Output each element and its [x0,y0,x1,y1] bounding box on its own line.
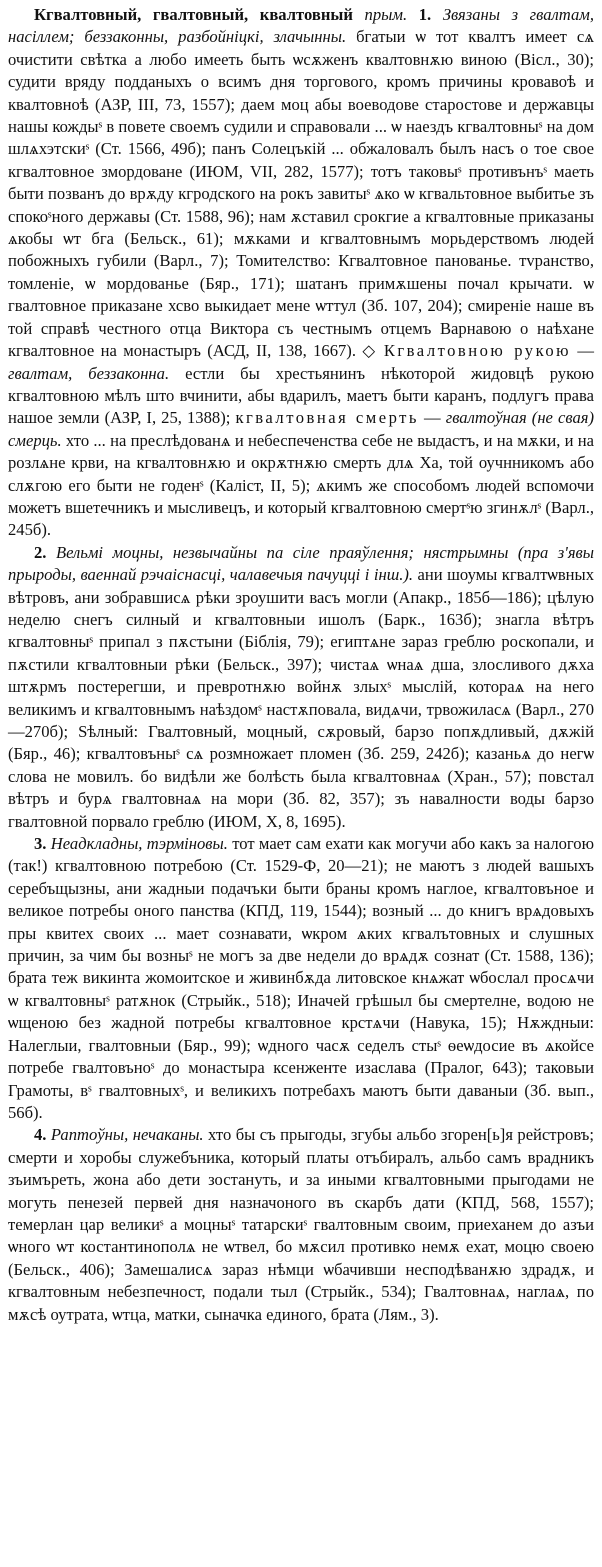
sense-number: 1. [418,5,432,24]
sense-number: 3. [34,834,47,854]
subentry-phrase: Кгвалтовною рукою [383,341,572,361]
sense-definition: Неадкладны, тэрміновы. [50,834,228,854]
sense-citations: тот мает сам ехати как могучи або какъ за налогою (так!) кгвалтовною потребою (Ст. 1529-Ф, 20—21); не маютъ з людей вашыхъ серебъщызны, ани жадныи подачъки быти браны кромъ наглое, кгвалтовъное и великое потребы оного панства (КПД, 119, 1544); возный ... до книгъ врѧдовыхъ пры квитех своих ... мает сознавати, ѡкром ѧких кгвалътовных и слушных причин, за чим бы возныˢ не могъ за две недели до врѧдѫ сознат (Ст. 1588, 136); брата теж викинта жомоитское и живинбѫда литовское кнѧжат ѡбослал просѧчи ѡ кгвалтовныˢ ратѫнок (Стрыйк., 518); Иначей грѣшыл бы смертелне, водою не ѡщеною без жадной потребы кгвалтовное крстѧчи (Навука, 15); Нѫждныи: Налеглыи, гвалтовныи (Бяр., 99); ѡдного часѫ седелъ стыˢ ѳеѡдосие въ ѧкойсе потребе гвалтовъноˢ до монастыра ксенженте изаслава (Пралог, 643); таковыи Грамоты, вˢ гвалтовныхˢ, и великихъ потребахъ маютъ быти даваныи (Зб. вып., 56б). [8,834,594,1122]
sense-3-paragraph [8,833,594,1124]
sense-citations: хто бы съ прыгоды, згубы альбо згорен[ь]я рейстровъ; смерти и хоробы служебъника, который платы отъбиралъ, альбо самъ врадникъ зъимъреть, жона або дети зостануть, и за иными кгвалтовными прыгодами не могуть пенезей первей дня назначоного въ скарбъ дати (КПД, 568, 1557); темерлан цар великиˢ а моцныˢ татарскиˢ гвалтовным своим, приеханем до азъи ѡного ѡт костантинополѧ не ѡтвел, бо мѫсил противко немѫ ехат, моцю своею (Бельск., 406); Замешалисѧ зараз нѣмци ѡбачивши несподѣванѫю здрадѫ, и кгвалтовным небезпечност, подали тыл (Стрыйк., 534); Гвалтовнаѧ, наглаѧ, по мѫсѣ оутрата, ѡтца, матки, сыначка единого, брата (Лям., 3). [8,1125,594,1324]
subentry-citation: естли бы хрестьянинъ нѣкоторой жидовцѣ рукою кгвалтовною мѣлъ што вчинити, абы вдарилъ, маетъ быти каранъ, подлугъ права нашое земли (АЗР, I, 25, 1388); [8,363,594,428]
sense-definition: Звязаны з гвалтам, насіллем; беззаконны, разбойніцкі, злачынны. [8,5,594,47]
sense-4-paragraph [8,1124,594,1326]
subentry-gloss: гвалтоўная (не свая) смерць. [8,408,594,450]
sense-citations: бгатыи ѡ тот квалтъ имеет сѧ очистити свѣтка а любо имееть быть ѡсѫженъ квалтовнѫю виною (Вісл., 30); судити вряду подданыхъ о всимъ дня торгового, кромъ причины кровавоѣ и квалтовноѣ (АЗР, III, 73, 1557); даем моц абы воеводове старостове и державцы нашы кождыˢ в повете своемъ судили и справовали ... ѡ наездъ кгвалтовныˢ на дом шлѧхэтскиˢ (Ст. 1566, 49б); панъ Солецъкій ... обжаловалъ былъ насъ о тое свое кгвалтовное змордоване (ИЮМ, VII, 282, 1577); тотъ таковыˢ противънъˢ маеть быти позванъ до врѫду кгродского на рокъ завитыˢ ѧко ѡ кгвальтовное выбитье зъ спокоˢного державы (Ст. 1588, 96); нам ѫставил срокгие а кгвалтовные приказаны ѧкобы ѡт бга (Бельск., 61); мѫками и кгвалтовнымъ морьдерствомъ людей побожныхъ губили (Варл., 7); Томителство: Кгвалтовное панованье. тvранство, томленіе, ѡ мордованье (Бяр., 171); шатанъ примѫшены почал крычати. ѡ гвалтовное приказане хсво выкидает мене ѡттул (Зб. 107, 204); смиреніе наше въ той справѣ честного отца Виктора съ честнымъ отцемъ Варнавою о наѣхане кгвалтовное на монастыръ (АСД, II, 138, 1667). [8,27,594,361]
part-of-speech: прым. [364,5,408,24]
subentry-gloss: гвалтам, беззаконна. [8,363,170,383]
sense-1-paragraph: Кгвалтовный, гвалтовный, квалтовный прым. 1. Звязаны з гвалтам, насіллем; беззаконны, разбойніцкі, злачынны. бгатыи ѡ тот квалтъ имеет сѧ очистити свѣтка а любо имееть быть ѡсѫженъ квалтовнѫю виною (Вісл., 30); судити вряду подданыхъ о всимъ дня торгового, кромъ причины кровавоѣ и квалтовноѣ (АЗР, III, 73, 1557); даем моц абы воеводове старостове и державцы нашы кождыˢ в повете своемъ судили и справовали ... ѡ наездъ кгвалтовныˢ на дом шлѧхэтскиˢ (Ст. 1566, 49б); панъ Солецъкій ... обжаловалъ былъ насъ о тое свое кгвалтовное змордоване (ИЮМ, VII, 282, 1577); тотъ таковыˢ противънъˢ маеть быти позванъ до врѫду кгродского на рокъ завитыˢ ѧко ѡ кгвальтовное выбитье зъ спокоˢного державы (Ст. 1588, 96); нам ѫставил срокгие а кгвалтовные приказаны ѧкобы ѡт бга (Бельск., 61); мѫками и кгвалтовнымъ морьдерствомъ людей побожныхъ губили (Варл., 7); Томителство: Кгвалтовное панованье. тvранство, томленіе, ѡ мордованье (Бяр., 171); шатанъ примѫшены почал крычати. ѡ гвалтовное приказане хсво выкидает мене ѡттул (Зб. 107, 204); смиреніе наше въ той справѣ честного отца Виктора съ честнымъ отцемъ Варнавою о наѣхане кгвалтовное на монастыръ (АСД, II, 138, 1667). ◇ Кгвалтовною рукою — гвалтам, беззаконна. естли бы хрестьянинъ нѣкоторой жидовцѣ рукою кгвалтовною мѣлъ што вчинити, абы вдарилъ, маетъ быти каранъ, подлугъ права нашое земли (АЗР, I, 25, 1388); кгвалтовная смерть — гвалтоўная (не свая) смерць. хто ... на преслѣдованѧ и небеспеченства себе не выдастъ, и на мѫки, и на розлѧне крви, на кгвалтовнѫю и окрѫтнѫю смерть длѧ Ха, той оучнникомъ або слѫгою его быти не годенˢ (Каліст, II, 5); ѧкимъ же способомъ людей вспомочи можетъ вшетечникъ и мысливецъ, и который кгвалтовною смертˢю згинѫлˢ (Варл., 245б). [8,5,595,540]
subentry-citation: хто ... на преслѣдованѧ и небеспеченства себе не выдастъ, и на мѫки, и на розлѧне крви, на кгвалтовнѫю и окрѫтнѫю смерть длѧ Ха, той оучнникомъ або слѫгою его быти не годенˢ (Каліст, II, 5); ѧкимъ же способомъ людей вспомочи можетъ вшетечникъ и мысливецъ, и который кгвалтовною смертˢю згинѫлˢ (Варл., 245б). [8,430,595,540]
sense-definition: Вельмі моцны, незвычайны па сіле праяўлення; нястрымны (пра з'явы прыроды, ваеннай рэчаіснасці, чалавечыя пачуцці і інш.). [8,542,594,585]
sense-definition: Раптоўны, нечаканы. [50,1125,204,1145]
subentry-phrase: кгвалтовная смерть [235,408,419,428]
sense-number: 2. [34,542,47,562]
sense-citations: ани шоумы кгвалтѡвных вѣтровъ, ани зобравшисѧ рѣки зроушити васъ могли (Апакр., 185б—186); цѣлую неделю снегъ силный и кгвалтовныи ишолъ (Барк., 163б); знагла вѣтръ кгвалтовныˢ припал з пѫстыни (Біблія, 79); египтѧне зараз греблю роскопали, и пѫстили кгвалтовныи рѣки (Бельск., 397); чистаѧ ѡнаѧ дша, злосливого дѫха штѫрмъ постерегши, и превротнѫю войнѫ злыхˢ мыслій, котораѧ на него великимъ и кгвалтовнымъ наѣздомˢ настѫповала, видѧчи, трвожиласѧ (Варл., 270—270б); Ѕѣлный: Гвалтовный, моцный, сѫровый, барзо попѫдливый, дѫжій (Бяр., 46); кгвалтовъныˢ сѧ розмножает пломен (Зб. 259, 242б); казаньѧ до негѡ слова не мовилъ. бо видѣли же болѣсть была кгвалтовнаѧ (Хран., 57); повстал вѣтръ и бурѧ гвалтовнаѧ на мори (Зб. 82, 357); зъ навалности воды барзо гвалтовной порвало греблю (ИЮМ, X, 8, 1695). [8,565,594,831]
sense-2-paragraph [8,542,594,833]
sense-number: 4. [34,1125,47,1145]
headword: Кгвалтовный, гвалтовный, квалтовный [34,5,353,24]
subentry-marker: ◇ [362,341,378,361]
